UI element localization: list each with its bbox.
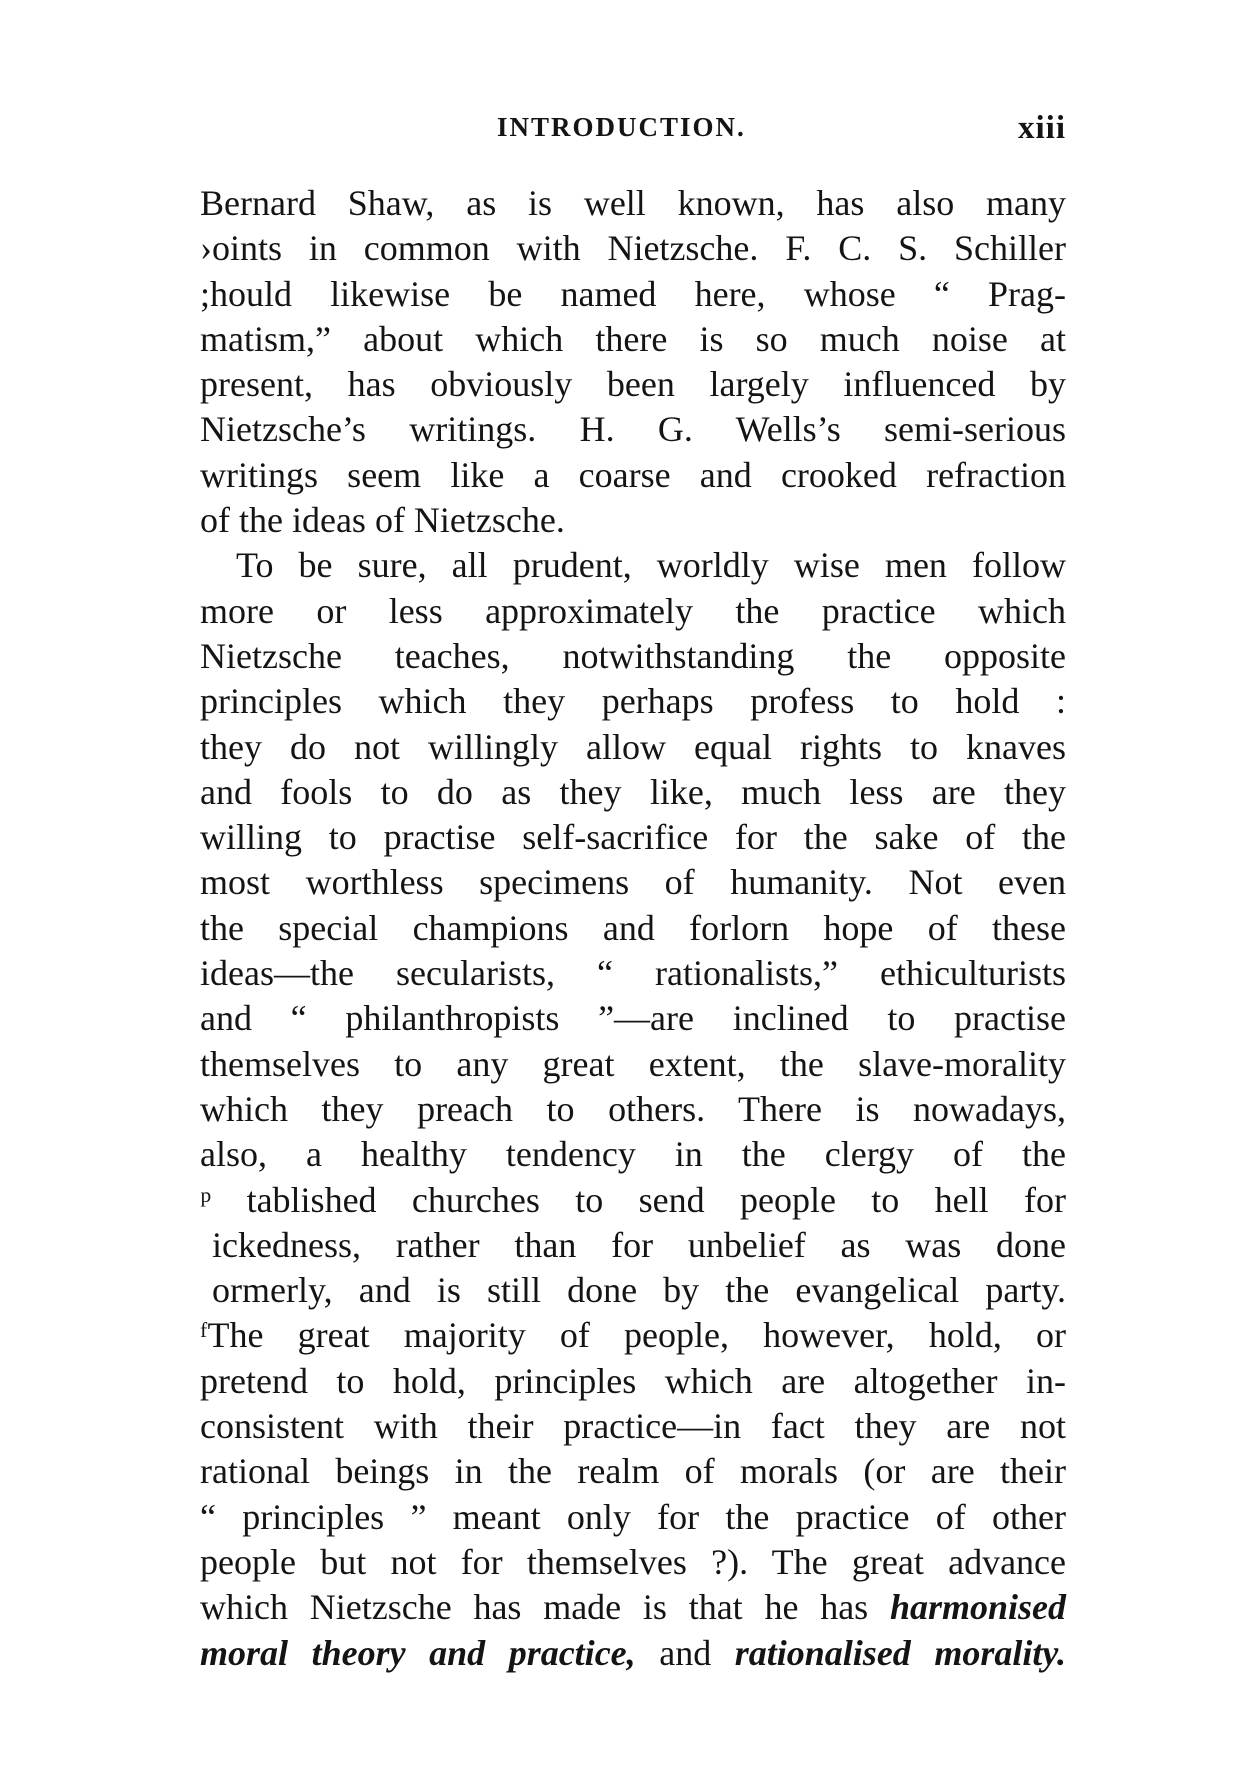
- text-line-32-plain: which Nietzsche has made is that he has: [200, 1587, 869, 1628]
- text-line-6: Nietzsche’s writings. H. G. Wells’s semi-serious: [200, 409, 1066, 450]
- body-text: [200, 181, 1066, 1676]
- text-line-24: ickedness, rather than for unbelief as was done: [212, 1224, 1066, 1265]
- running-title: INTRODUCTION.: [497, 112, 746, 142]
- text-line-7: writings seem like a coarse and crooked refraction: [200, 454, 1066, 495]
- running-head: [200, 112, 1066, 152]
- text-line-13: they do not willingly allow equal rights to knaves: [200, 726, 1066, 767]
- text-line-10: more or less approximately the practice which: [200, 590, 1066, 631]
- emphasis-moral-theory: moral theory and practice,: [200, 1632, 636, 1673]
- text-line-20: themselves to any great extent, the slave-morality: [200, 1043, 1066, 1084]
- emphasis-rationalised-morality: rationalised morality.: [734, 1632, 1067, 1673]
- text-line-31: people but not for themselves ?). The great advance: [200, 1541, 1066, 1582]
- text-line-28: consistent with their practice—in fact they are not: [200, 1406, 1066, 1447]
- text-line-19: and “ philanthropists ”—are inclined to practise: [200, 998, 1066, 1039]
- text-line-33-plain: and: [659, 1632, 712, 1673]
- text-line-30: “ principles ” meant only for the practice of other: [200, 1496, 1066, 1537]
- text-line-17: the special champions and forlorn hope of these: [200, 907, 1066, 948]
- text-line-26: ᶠThe great majority of people, however, hold, or: [200, 1315, 1066, 1356]
- text-line-22: also, a healthy tendency in the clergy of the: [200, 1134, 1066, 1175]
- text-line-14: and fools to do as they like, much less are they: [200, 771, 1066, 812]
- text-line-15: willing to practise self-sacrifice for the sake of the: [200, 817, 1066, 858]
- text-line-12: principles which they perhaps profess to hold :: [200, 681, 1066, 722]
- text-line-33: [200, 1631, 1066, 1676]
- text-line-11: Nietzsche teaches, notwithstanding the opposite: [200, 635, 1066, 676]
- text-line-16: most worthless specimens of humanity. Not even: [200, 862, 1066, 903]
- emphasis-harmonised: harmonised: [889, 1587, 1067, 1628]
- text-line-18: ideas—the secularists, “ rationalists,” ethiculturists: [200, 953, 1066, 994]
- text-line-1: Bernard Shaw, as is well known, has also many: [200, 183, 1066, 223]
- text-line-32: [200, 1585, 1066, 1630]
- text-line-3: ;hould likewise be named here, whose “ Prag-: [200, 273, 1066, 314]
- text-line-23: ᵖ tablished churches to send people to hell for: [200, 1179, 1066, 1220]
- text-line-25: ormerly, and is still done by the evangelical party.: [212, 1270, 1066, 1311]
- text-line-29: rational beings in the realm of morals (or are their: [200, 1451, 1066, 1492]
- text-line-4: matism,” about which there is so much noise at: [200, 318, 1066, 359]
- text-line-5: present, has obviously been largely influenced by: [200, 364, 1066, 405]
- text-line-9: To be sure, all prudent, worldly wise men follow: [236, 545, 1066, 586]
- text-line-8: of the ideas of Nietzsche.: [200, 500, 565, 541]
- page-number: xiii: [1017, 110, 1066, 146]
- text-line-2: ›oints in common with Nietzsche. F. C. S. Schiller: [200, 228, 1066, 269]
- text-line-21: which they preach to others. There is nowadays,: [200, 1088, 1066, 1129]
- text-line-27: pretend to hold, principles which are altogether in-: [200, 1360, 1066, 1401]
